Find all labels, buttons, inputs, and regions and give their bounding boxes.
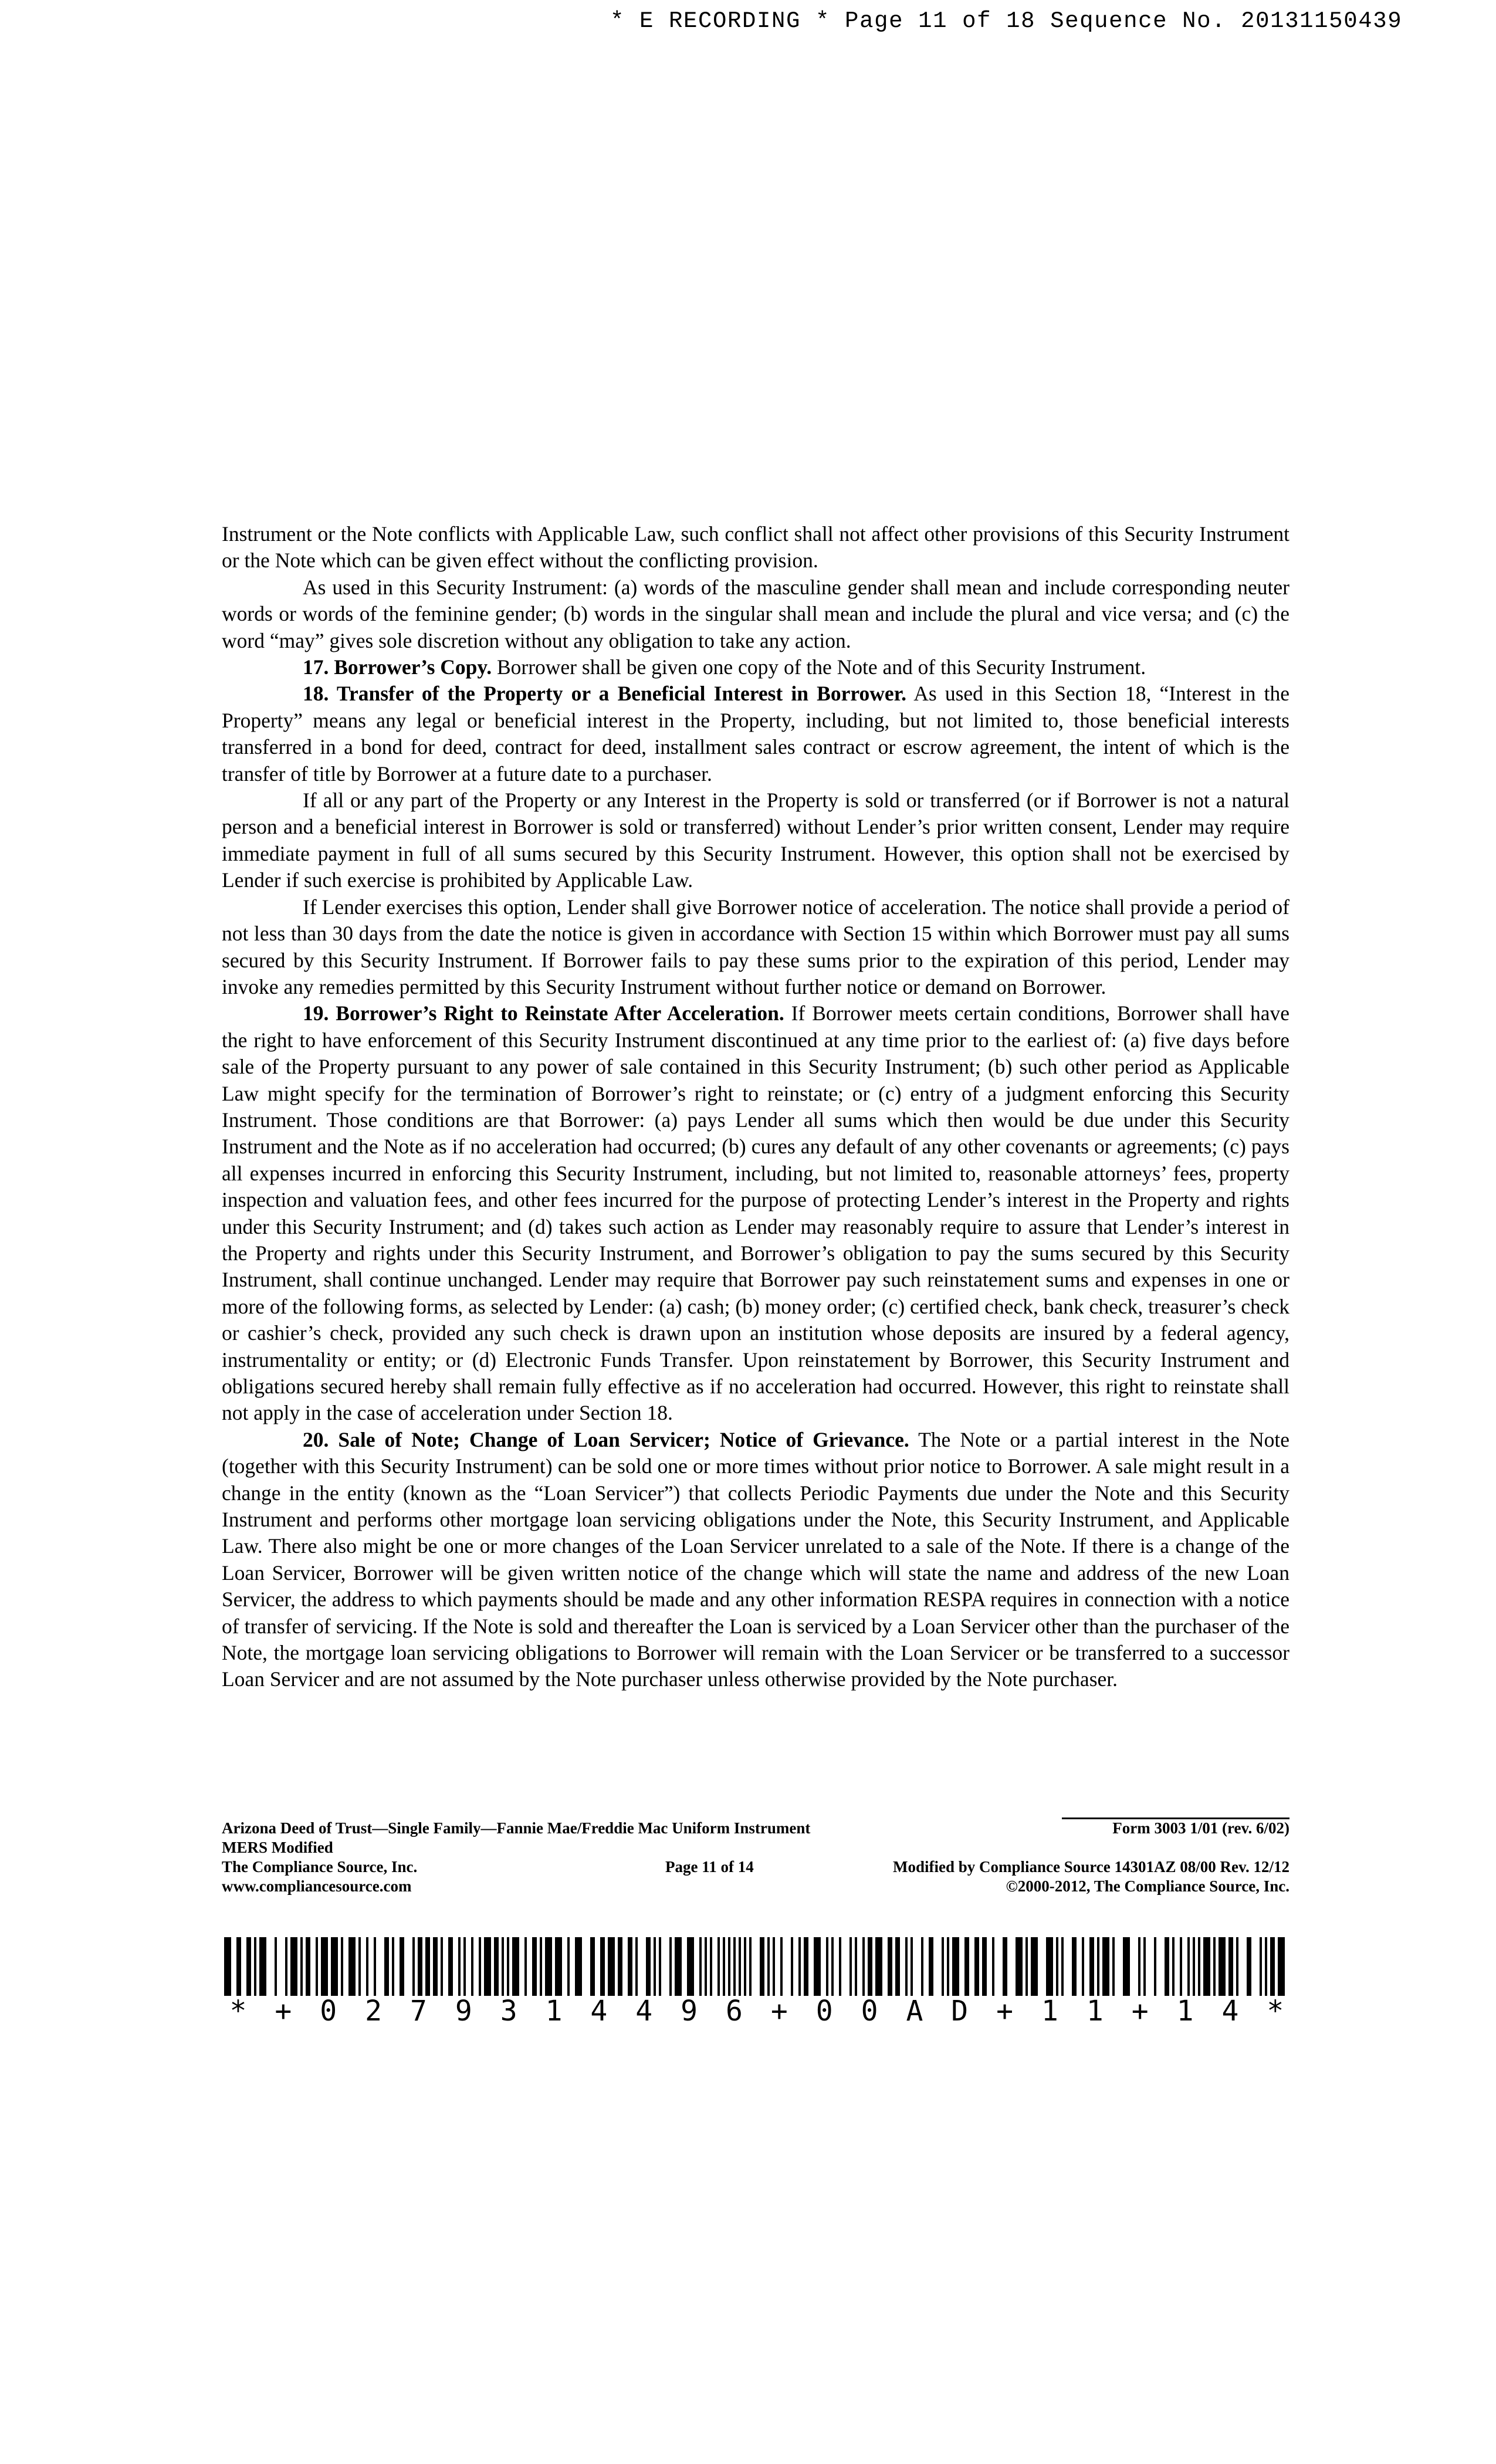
barcode-bar (929, 1937, 933, 1996)
barcode-bar (348, 1937, 356, 1996)
barcode-bar (855, 1937, 857, 1996)
barcode-char: * (229, 1995, 247, 2028)
barcode-bar (992, 1937, 994, 1996)
barcode-bar (331, 1937, 338, 1996)
barcode-char: 4 (590, 1995, 608, 2028)
barcode-bar (1046, 1937, 1053, 1996)
barcode-bar (687, 1937, 694, 1996)
barcode-bar (952, 1937, 959, 1996)
barcode-bar (849, 1937, 852, 1996)
barcode-bar (236, 1937, 241, 1996)
barcode-bar (275, 1937, 277, 1996)
barcode-bar (804, 1937, 808, 1996)
barcode-char: 2 (365, 1995, 383, 2028)
barcode-bar (628, 1937, 632, 1996)
barcode-char: 0 (815, 1995, 833, 2028)
barcode-bar (412, 1937, 415, 1996)
paragraph-continuation: Instrument or the Note conflicts with Applicable Law, such conflict shall not affect other provisions of this Security Instrument or the Note which can be given effect without the conflicting provision. (222, 522, 1289, 573)
barcode-char: 9 (681, 1995, 698, 2028)
barcode-char: D (951, 1995, 969, 2028)
paragraph-definitions: As used in this Security Instrument: (a) words of the masculine gender shall mean and include corresponding neuter words or words of the feminine gender; (b) words in the singular shall mean and include the plural and vice versa; and (c) the word “may” gives sole discretion without any obligation to take any action. (222, 575, 1289, 652)
barcode-bar (400, 1937, 404, 1996)
barcode-bar (780, 1937, 783, 1996)
barcode-bar (316, 1937, 318, 1996)
barcode-bar (441, 1937, 443, 1996)
barcode-char: 0 (320, 1995, 337, 2028)
barcode-bar (1061, 1937, 1064, 1996)
barcode-char: + (275, 1995, 292, 2028)
barcode-bar (1112, 1937, 1115, 1996)
barcode-bar (1016, 1937, 1023, 1996)
barcode-char: A (906, 1995, 923, 2028)
barcode-bar (448, 1937, 453, 1996)
barcode-bar (1236, 1937, 1238, 1996)
barcode-bar (646, 1937, 651, 1996)
barcode-char: 4 (1221, 1995, 1239, 2028)
barcode-char: 3 (500, 1995, 517, 2028)
section-17-heading: 17. Borrower’s Copy. (303, 655, 492, 679)
barcode-bar (507, 1937, 509, 1996)
barcode-bar (1072, 1937, 1077, 1996)
barcode-bar (1187, 1937, 1190, 1996)
barcode-bar (290, 1937, 297, 1996)
barcode-bar (259, 1937, 266, 1996)
section-20 (222, 1427, 1289, 1693)
section-18-paragraph-2: If all or any part of the Property or any Interest in the Property is sold or transferred (or if Borrower is not a natural person and a beneficial interest in Borrower is sold or transferred) without Lender’s prior written consent, Lender may require immediate payment in full of all sums secured by this Security Instrument. However, this option shall not be exercised by Lender if such exercise is prohibited by Applicable Law. (222, 788, 1289, 892)
barcode-bar (717, 1937, 720, 1996)
document-body (222, 521, 1289, 1693)
barcode-char: 1 (1041, 1995, 1058, 2028)
barcode-bar (1247, 1937, 1251, 1996)
barcode (224, 1937, 1289, 2001)
barcode-bar (1278, 1937, 1285, 1996)
barcode-char: 6 (726, 1995, 743, 2028)
barcode-bar (826, 1937, 828, 1996)
barcode-bar (635, 1937, 638, 1996)
barcode-bar (654, 1937, 656, 1996)
barcode-bar (1260, 1937, 1262, 1996)
barcode-bar (1180, 1937, 1182, 1996)
barcode-bars (224, 1937, 1289, 1996)
barcode-bar (905, 1937, 908, 1996)
barcode-bar (567, 1937, 570, 1996)
barcode-bar (1138, 1937, 1140, 1996)
section-17 (222, 654, 1289, 681)
barcode-char: 0 (861, 1995, 878, 2028)
mers-label: MERS Modified (222, 1839, 333, 1856)
barcode-bar (767, 1937, 770, 1996)
barcode-bar (300, 1937, 303, 1996)
barcode-char: 1 (1086, 1995, 1104, 2028)
barcode-text (224, 1995, 1289, 2030)
barcode-bar (540, 1937, 542, 1996)
barcode-bar (600, 1937, 605, 1996)
barcode-bar (868, 1937, 872, 1996)
barcode-bar (285, 1937, 287, 1996)
barcode-bar (888, 1937, 892, 1996)
barcode-bar (484, 1937, 491, 1996)
barcode-bar (1003, 1937, 1007, 1996)
form-title: Arizona Deed of Trust—Single Family—Fannie Mae/Freddie Mac Uniform Instrument (222, 1819, 811, 1837)
page-number: Page 11 of 14 (665, 1858, 754, 1876)
barcode-bar (545, 1937, 552, 1996)
barcode-bar (1219, 1937, 1226, 1996)
barcode-bar (705, 1937, 707, 1996)
barcode-bar (1123, 1937, 1130, 1996)
company-website: www.compliancesource.com (222, 1877, 412, 1895)
barcode-bar (458, 1937, 461, 1996)
barcode-bar (418, 1937, 422, 1996)
barcode-bar (366, 1937, 368, 1996)
section-18-paragraph-3: If Lender exercises this option, Lender shall give Borrower notice of acceleration. The notice shall provide a period of not less than 30 days from the date the notice is given in accordance with Section 15 within which Borrower must pay all sums secured by this Security Instrument. If Borrower fails to pay these sums prior to the expiration of this period, Lender may invoke any remedies permitted by this Security Instrument without further notice or demand on Borrower. (222, 895, 1289, 999)
barcode-bar (814, 1937, 821, 1996)
barcode-bar (744, 1937, 746, 1996)
barcode-bar (1154, 1937, 1156, 1996)
barcode-bar (1228, 1937, 1233, 1996)
section-18-text: As used in this Section 18, “Interest in the Property” means any legal or beneficial interest in the Property, including, but not limited to, those beneficial interests transferred in a bond for deed, contract for deed, installment sales contract or escrow agreement, the intent of which is the transfer of title by Borrower at a future date to a purchaser. (222, 682, 1289, 786)
section-18-heading: 18. Transfer of the Property or a Beneficial Interest in Borrower. (303, 682, 906, 706)
barcode-bar (773, 1937, 775, 1996)
barcode-bar (575, 1937, 582, 1996)
barcode-bar (246, 1937, 251, 1996)
barcode-bar (831, 1937, 834, 1996)
barcode-bar (1097, 1937, 1099, 1996)
barcode-bar (321, 1937, 328, 1996)
barcode-bar (471, 1937, 473, 1996)
barcode-bar (524, 1937, 527, 1996)
barcode-bar (254, 1937, 256, 1996)
barcode-bar (1198, 1937, 1200, 1996)
recording-header: * E RECORDING * Page 11 of 18 Sequence No. 20131150439 (610, 8, 1403, 34)
barcode-bar (911, 1937, 913, 1996)
form-footer (222, 1819, 1289, 1896)
barcode-bar (798, 1937, 801, 1996)
barcode-bar (669, 1937, 672, 1996)
barcode-char: 7 (409, 1995, 427, 2028)
barcode-bar (341, 1937, 343, 1996)
barcode-bar (618, 1937, 622, 1996)
barcode-bar (502, 1937, 504, 1996)
barcode-bar (1172, 1937, 1175, 1996)
section-18 (222, 681, 1289, 787)
barcode-bar (675, 1937, 682, 1996)
barcode-bar (921, 1937, 923, 1996)
barcode-bar (1056, 1937, 1058, 1996)
barcode-bar (306, 1937, 310, 1996)
barcode-bar (1270, 1937, 1275, 1996)
barcode-bar (224, 1937, 231, 1996)
section-19 (222, 1000, 1289, 1427)
barcode-bar (512, 1937, 519, 1996)
barcode-char: + (996, 1995, 1014, 2028)
barcode-char: 9 (455, 1995, 472, 2028)
barcode-bar (659, 1937, 661, 1996)
barcode-bar (699, 1937, 702, 1996)
form-number: Form 3003 1/01 (rev. 6/02) (1112, 1819, 1289, 1837)
barcode-bar (791, 1937, 793, 1996)
barcode-bar (739, 1937, 741, 1996)
barcode-bar (710, 1937, 712, 1996)
barcode-bar (1213, 1937, 1216, 1996)
barcode-char: 4 (635, 1995, 653, 2028)
barcode-char: * (1267, 1995, 1284, 2028)
barcode-bar (964, 1937, 969, 1996)
barcode-bar (1025, 1937, 1028, 1996)
barcode-bar (358, 1937, 361, 1996)
barcode-bar (1193, 1937, 1195, 1996)
barcode-bar (839, 1937, 841, 1996)
barcode-bar (392, 1937, 394, 1996)
barcode-bar (760, 1937, 764, 1996)
barcode-bar (1102, 1937, 1109, 1996)
barcode-bar (749, 1937, 752, 1996)
barcode-bar (463, 1937, 466, 1996)
section-17-text: Borrower shall be given one copy of the Note and of this Security Instrument. (492, 655, 1146, 679)
barcode-bar (875, 1937, 882, 1996)
barcode-bar (1031, 1937, 1038, 1996)
barcode-bar (974, 1937, 979, 1996)
barcode-bar (733, 1937, 736, 1996)
barcode-bar (942, 1937, 944, 1996)
barcode-bar (433, 1937, 438, 1996)
barcode-bar (532, 1937, 537, 1996)
modified-note: Modified by Compliance Source 14301AZ 08/00 Rev. 12/12 (892, 1858, 1289, 1876)
barcode-bar (608, 1937, 615, 1996)
barcode-bar (1165, 1937, 1169, 1996)
barcode-bar (723, 1937, 725, 1996)
barcode-bar (555, 1937, 562, 1996)
section-19-text: If Borrower meets certain conditions, Borrower shall have the right to have enforcement of this Security Instrument discontinued at any time prior to the earliest of: (a) five days before sale of the Property pursuant to any power of sale contained in this Security Instrument; (b) such other period as Applicable Law might specify for the termination of Borrower’s right to reinstate; or (c) entry of a judgment enforcing this Security Instrument. Those conditions are that Borrower: (a) pays Lender all sums which then would be due under this Security Instrument and the Note as if no acceleration had occurred; (b) cures any default of any other covenants or agreements; (c) pays all expenses incurred in enforcing this Security Instrument, including, but not limited to, reasonable attorneys’ fees, property inspection and valuation fees, and other fees incurred for the purpose of protecting Lender’s interest in the Property and rights under this Security Instrument; and (d) takes such action as Lender may reasonably require to assure that Lender’s interest in the Property and rights under this Security Instrument, and Borrower’s obligation to pay the sums secured by this Security Instrument, shall continue unchanged. Lender may require that Borrower pay such reinstatement sums and expenses in one or more of the following forms, as selected by Lender: (a) cash; (b) money order; (c) certified check, bank check, treasurer’s check or cashier’s check, provided any such check is drawn upon an institution whose deposits are insured by a federal agency, instrumentality or entity; or (d) Electronic Funds Transfer. Upon reinstatement by Borrower, this Security Instrument and obligations secured hereby shall remain fully effective as if no acceleration had occurred. However, this right to reinstate shall not apply in the case of acceleration under Section 18. (222, 1001, 1289, 1425)
barcode-bar (1265, 1937, 1267, 1996)
barcode-bar (1203, 1937, 1210, 1996)
barcode-bar (1089, 1937, 1094, 1996)
barcode-bar (728, 1937, 730, 1996)
barcode-bar (590, 1937, 595, 1996)
barcode-bar (494, 1937, 499, 1996)
barcode-char: + (770, 1995, 788, 2028)
barcode-bar (862, 1937, 865, 1996)
barcode-bar (1082, 1937, 1084, 1996)
section-20-text: The Note or a partial interest in the Note (together with this Security Instrument) can be sold one or more times without prior notice to Borrower. A sale might result in a change in the entity (known as the “Loan Servicer”) that collects Periodic Payments due under the Note and this Security Instrument and performs other mortgage loan servicing obligations under the Note, this Security Instrument, and Applicable Law. There also might be one or more changes of the Loan Servicer unrelated to a sale of the Note. If there is a change of the Loan Servicer, Borrower will be given written notice of the change which will state the name and address of the new Loan Servicer, the address to which payments should be made and any other information RESPA requires in connection with a notice of transfer of servicing. If the Note is sold and thereafter the Loan is serviced by a Loan Servicer other than the purchaser of the Note, the mortgage loan servicing obligations to Borrower will remain with the Loan Servicer or be transferred to a successor Loan Servicer and are not assumed by the Note purchaser unless otherwise provided by the Note purchaser. (222, 1427, 1289, 1691)
barcode-bar (384, 1937, 389, 1996)
barcode-char: 1 (1176, 1995, 1194, 2028)
barcode-bar (425, 1937, 430, 1996)
barcode-bar (947, 1937, 949, 1996)
section-20-heading: 20. Sale of Note; Change of Loan Servicer; Notice of Grievance. (303, 1427, 909, 1451)
section-19-heading: 19. Borrower’s Right to Reinstate After Acceleration. (303, 1001, 784, 1025)
barcode-bar (374, 1937, 376, 1996)
barcode-bar (479, 1937, 481, 1996)
barcode-bar (895, 1937, 900, 1996)
company-name: The Compliance Source, Inc. (222, 1858, 418, 1876)
copyright: ©2000-2012, The Compliance Source, Inc. (1006, 1877, 1289, 1895)
barcode-char: 1 (545, 1995, 563, 2028)
barcode-bar (982, 1937, 987, 1996)
barcode-char: + (1131, 1995, 1149, 2028)
barcode-bar (1143, 1937, 1146, 1996)
